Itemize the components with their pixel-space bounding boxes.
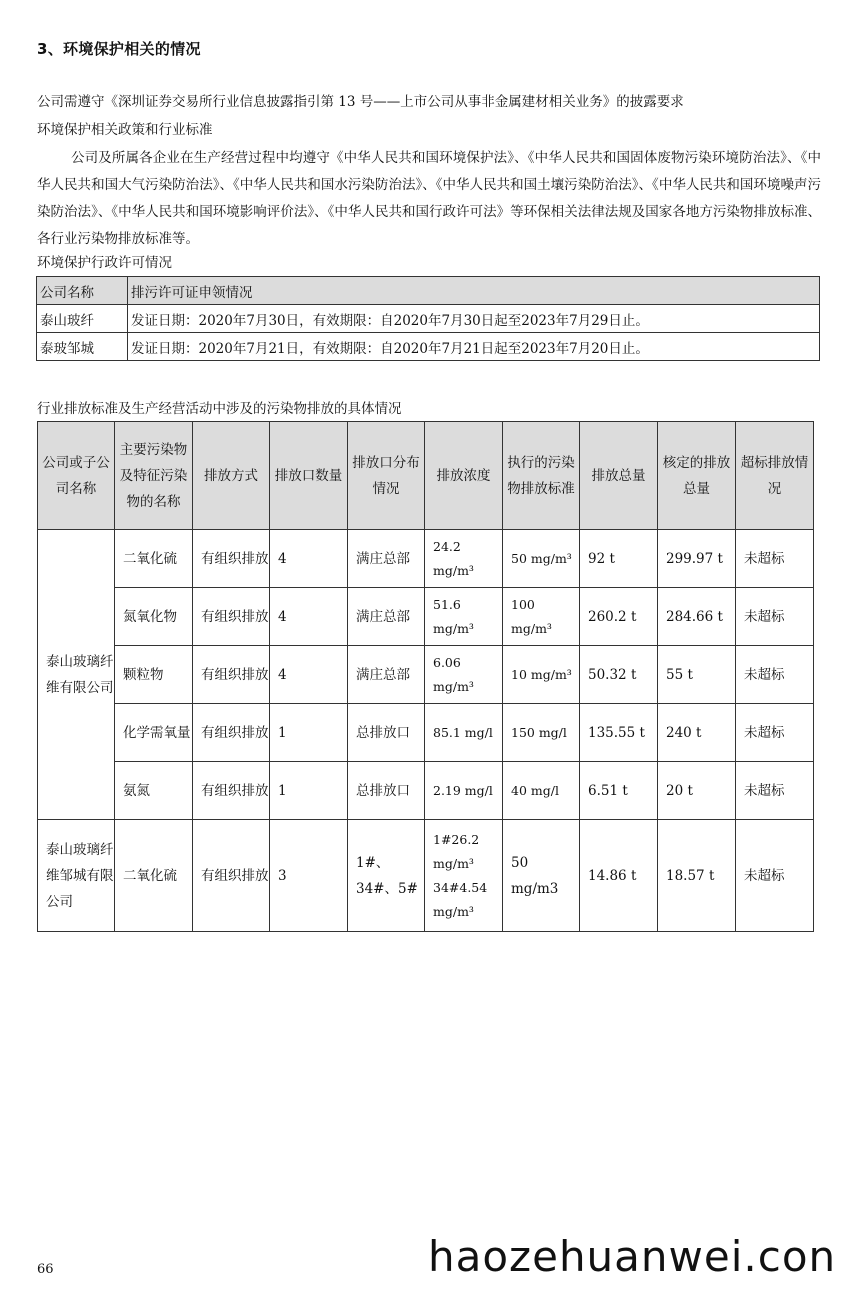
outlet-distribution: 满庄总部 — [348, 588, 425, 646]
standard: 40 mg/l — [503, 762, 580, 820]
table-row — [38, 646, 814, 704]
permit-company: 泰山玻纤 — [37, 305, 128, 333]
total: 14.86 t — [580, 820, 658, 932]
outlet-distribution: 1#、34#、5# — [348, 820, 425, 932]
intro-line: 公司需遵守《深圳证券交易所行业信息披露指引第 13 号——上市公司从事非金属建材相关业务》的披露要求 — [37, 94, 684, 110]
header-pollutant: 主要污染物及特征污染物的名称 — [115, 422, 193, 530]
concentration: 6.06 mg/m³ — [425, 646, 503, 704]
approved-total: 55 t — [658, 646, 736, 704]
permit-heading: 环境保护行政许可情况 — [37, 255, 172, 271]
header-outlet-distribution: 排放口分布情况 — [348, 422, 425, 530]
table-row — [38, 530, 814, 588]
total: 50.32 t — [580, 646, 658, 704]
permit-row — [37, 333, 820, 361]
exceed-status: 未超标 — [736, 704, 814, 762]
method: 有组织排放 — [193, 820, 270, 932]
total: 6.51 t — [580, 762, 658, 820]
method: 有组织排放 — [193, 704, 270, 762]
outlet-count: 4 — [270, 646, 348, 704]
header-exceed: 超标排放情况 — [736, 422, 814, 530]
exceed-status: 未超标 — [736, 762, 814, 820]
header-company: 公司或子公司名称 — [38, 422, 115, 530]
permit-company: 泰玻邹城 — [37, 333, 128, 361]
header-total: 排放总量 — [580, 422, 658, 530]
pollutant: 化学需氧量 — [115, 704, 193, 762]
pollutant: 颗粒物 — [115, 646, 193, 704]
permit-detail: 发证日期：2020年7月30日，有效期限：自2020年7月30日起至2023年7月29日止。 — [128, 305, 820, 333]
outlet-distribution: 总排放口 — [348, 704, 425, 762]
approved-total: 20 t — [658, 762, 736, 820]
exceed-status: 未超标 — [736, 646, 814, 704]
company-name: 泰山玻璃纤维有限公司 — [38, 530, 115, 820]
standard: 50 mg/m³ — [503, 530, 580, 588]
pollutant: 氨氮 — [115, 762, 193, 820]
outlet-count: 4 — [270, 588, 348, 646]
table-row — [38, 820, 814, 932]
concentration: 51.6 mg/m³ — [425, 588, 503, 646]
table-row — [38, 704, 814, 762]
permit-detail: 发证日期：2020年7月21日，有效期限：自2020年7月21日起至2023年7月20日止。 — [128, 333, 820, 361]
permit-header-company: 公司名称 — [37, 277, 128, 305]
emission-header-row — [38, 422, 814, 530]
outlet-distribution: 满庄总部 — [348, 646, 425, 704]
concentration: 24.2 mg/m³ — [425, 530, 503, 588]
approved-total: 299.97 t — [658, 530, 736, 588]
method: 有组织排放 — [193, 762, 270, 820]
table-row — [38, 588, 814, 646]
header-approved-total: 核定的排放总量 — [658, 422, 736, 530]
header-method: 排放方式 — [193, 422, 270, 530]
concentration: 1#26.2 mg/m³ 34#4.54 mg/m³ — [425, 820, 503, 932]
pollutant: 二氧化硫 — [115, 820, 193, 932]
permit-header-status: 排污许可证申领情况 — [128, 277, 820, 305]
emission-heading: 行业排放标准及生产经营活动中涉及的污染物排放的具体情况 — [37, 401, 402, 417]
approved-total: 240 t — [658, 704, 736, 762]
emission-table — [37, 421, 814, 932]
header-outlet-count: 排放口数量 — [270, 422, 348, 530]
company-name: 泰山玻璃纤维邹城有限公司 — [38, 820, 115, 932]
page-number: 66 — [37, 1262, 54, 1277]
standard: 100 mg/m³ — [503, 588, 580, 646]
approved-total: 284.66 t — [658, 588, 736, 646]
approved-total: 18.57 t — [658, 820, 736, 932]
pollutant: 二氧化硫 — [115, 530, 193, 588]
method: 有组织排放 — [193, 588, 270, 646]
permit-row — [37, 305, 820, 333]
total: 260.2 t — [580, 588, 658, 646]
policy-heading: 环境保护相关政策和行业标准 — [37, 122, 213, 138]
concentration: 85.1 mg/l — [425, 704, 503, 762]
method: 有组织排放 — [193, 530, 270, 588]
header-standard: 执行的污染物排放标准 — [503, 422, 580, 530]
watermark: haozehuanwei.con — [428, 1232, 837, 1281]
outlet-count: 4 — [270, 530, 348, 588]
total: 135.55 t — [580, 704, 658, 762]
total: 92 t — [580, 530, 658, 588]
outlet-distribution: 满庄总部 — [348, 530, 425, 588]
table-row — [38, 762, 814, 820]
exceed-status: 未超标 — [736, 588, 814, 646]
method: 有组织排放 — [193, 646, 270, 704]
outlet-count: 1 — [270, 762, 348, 820]
outlet-count: 1 — [270, 704, 348, 762]
outlet-distribution: 总排放口 — [348, 762, 425, 820]
exceed-status: 未超标 — [736, 530, 814, 588]
policy-paragraph: 公司及所属各企业在生产经营过程中均遵守《中华人民共和国环境保护法》、《中华人民共和国固体废物污染环境防治法》、《中华人民共和国大气污染防治法》、《中华人民共和国水污染防治法》、《中华人民共和国土壤污染防治法》、《中华人民共和国环境噪声污染防治法》、《中华人民共和国环境影响评价法》、《中华人民共和国行政许可法》等环保相关法律法规及国家各地方污染物排放标准、各行业污染物排放标准等。 — [37, 150, 821, 247]
outlet-count: 3 — [270, 820, 348, 932]
pollutant: 氮氧化物 — [115, 588, 193, 646]
section-title: 3、环境保护相关的情况 — [37, 40, 201, 58]
concentration: 2.19 mg/l — [425, 762, 503, 820]
standard: 10 mg/m³ — [503, 646, 580, 704]
header-concentration: 排放浓度 — [425, 422, 503, 530]
exceed-status: 未超标 — [736, 820, 814, 932]
standard: 150 mg/l — [503, 704, 580, 762]
standard: 50 mg/m3 — [503, 820, 580, 932]
permit-table — [36, 276, 820, 361]
permit-header-row — [37, 277, 820, 305]
